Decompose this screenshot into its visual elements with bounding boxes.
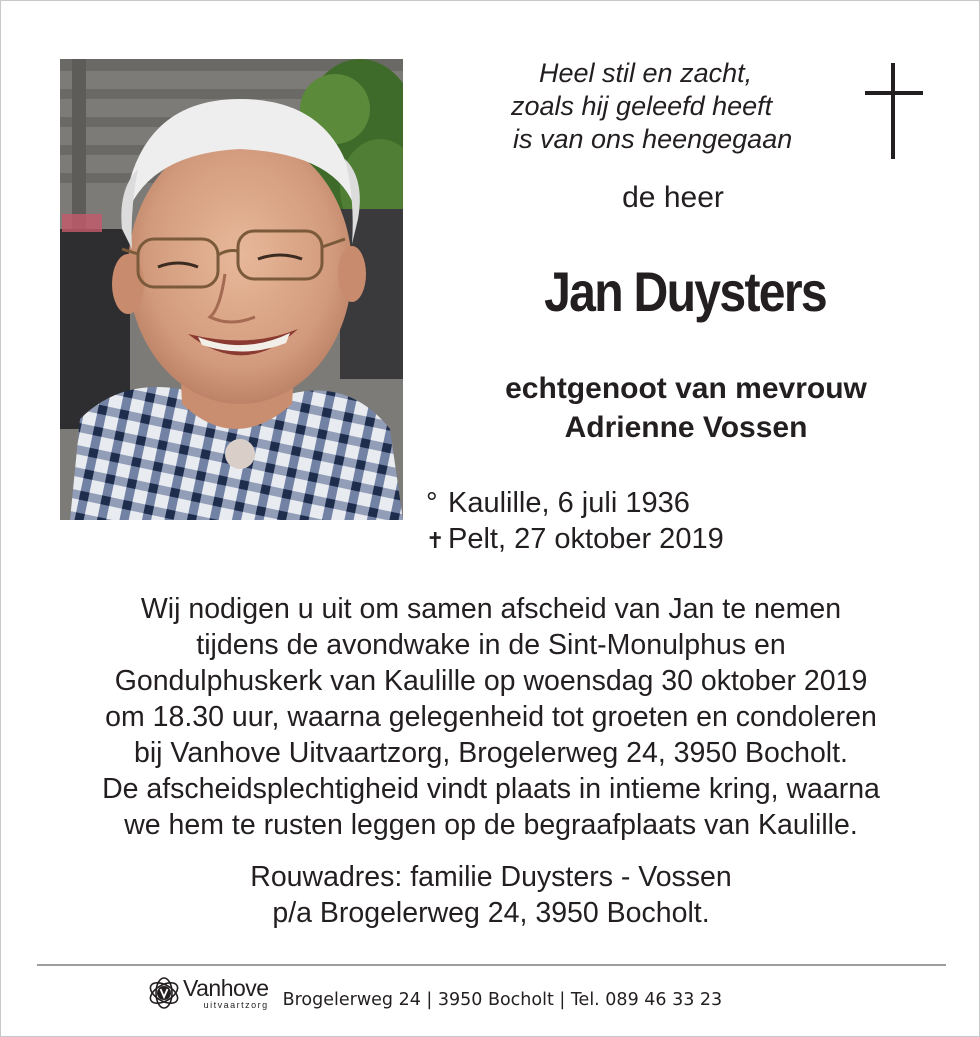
death-symbol: ✝ — [426, 528, 445, 553]
spouse-name: Adrienne Vossen — [564, 411, 808, 444]
invitation-line: om 18.30 uur, waarna gelegenheid tot groeten en condoleren — [105, 701, 877, 733]
spouse-relation: echtgenoot van mevrouw — [505, 372, 867, 405]
mourning-address — [41, 859, 941, 931]
vanhove-logo-icon — [147, 976, 181, 1010]
poem-line: zoals hij geleefd heeft — [511, 91, 773, 121]
life-dates — [426, 485, 724, 559]
spouse-info — [421, 369, 951, 447]
invitation-line: we hem te rusten leggen op de begraafplaats van Kaulille. — [124, 809, 858, 841]
footer-contact: Brogelerweg 24 | 3950 Bocholt | Tel. 089 46 33 23 — [282, 990, 723, 1010]
poem — [481, 57, 851, 156]
portrait-photo — [60, 59, 403, 520]
cross-icon — [865, 63, 923, 159]
invitation-line: bij Vanhove Uitvaartzorg, Brogelerweg 24, 3950 Bocholt. — [134, 737, 848, 769]
logo-name: Vanhove — [183, 974, 269, 1001]
birth-date: Kaulille, 6 juli 1936 — [448, 487, 690, 519]
logo-subtitle: uitvaartzorg — [203, 999, 269, 1010]
birth-row — [426, 485, 724, 521]
invitation-line: Gondulphuskerk van Kaulille op woensdag 30 oktober 2019 — [114, 665, 868, 697]
poem-line: is van ons heengegaan — [513, 124, 793, 154]
footer-divider — [37, 964, 946, 966]
footer — [147, 971, 722, 1015]
death-row — [426, 521, 724, 559]
birth-symbol: ° — [426, 487, 438, 519]
honorific: de heer — [622, 181, 724, 214]
address-line: p/a Brogelerweg 24, 3950 Bocholt. — [272, 897, 710, 929]
deceased-name: Jan Duysters — [544, 260, 826, 323]
death-date: Pelt, 27 oktober 2019 — [448, 523, 724, 555]
vanhove-logo — [147, 976, 269, 1010]
invitation-line: tijdens de avondwake in de Sint-Monulphus en — [196, 629, 786, 661]
invitation-text — [41, 591, 941, 843]
poem-line: Heel stil en zacht, — [539, 58, 753, 88]
invitation-line: De afscheidsplechtigheid vindt plaats in intieme kring, waarna — [102, 773, 880, 805]
address-line: Rouwadres: familie Duysters - Vossen — [250, 861, 732, 893]
invitation-line: Wij nodigen u uit om samen afscheid van Jan te nemen — [140, 593, 842, 625]
